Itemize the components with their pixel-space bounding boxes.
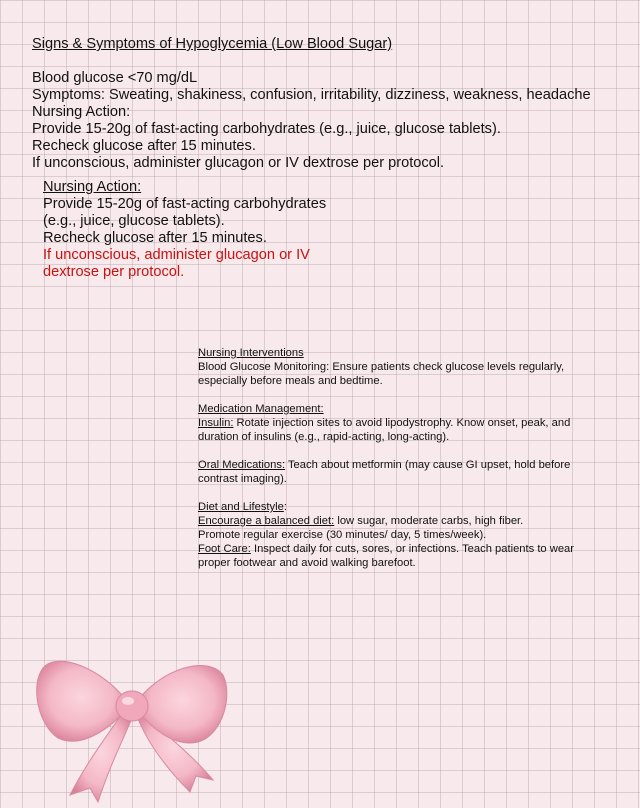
insulin-line [198, 416, 618, 430]
text-line: Symptoms: Sweating, shakiness, confusion, irritability, dizziness, weakness, headache [32, 87, 591, 103]
text-line: (e.g., juice, glucose tablets). [43, 213, 225, 229]
text-line: If unconscious, administer glucagon or IV dextrose per protocol. [32, 155, 445, 171]
foot-label: Foot Care: [198, 543, 251, 555]
text-line: Blood Glucose Monitoring: Ensure patients check glucose levels regularly, [198, 361, 565, 373]
insulin-text: Rotate injection sites to avoid lipodystrophy. Know onset, peak, and [233, 417, 571, 429]
diet-text: low sugar, moderate carbs, high fiber. [334, 515, 524, 527]
nursing-interventions-section [198, 346, 618, 570]
diet-heading-line [198, 500, 618, 514]
nursing-action-section [43, 179, 353, 281]
diet-colon: : [283, 501, 287, 513]
text-line: proper footwear and avoid walking barefoot. [198, 557, 416, 569]
oral-text: Teach about metformin (may cause GI upset, hold before [285, 459, 571, 471]
text-line: duration of insulins (e.g., rapid-acting, long-acting). [198, 431, 450, 443]
insulin-label: Insulin: [198, 417, 234, 429]
pink-bow-icon [28, 630, 233, 805]
oral-line [198, 458, 618, 472]
section-title: Signs & Symptoms of Hypoglycemia (Low Blood Sugar) [32, 36, 393, 52]
foot-line [198, 542, 618, 556]
text-line: Recheck glucose after 15 minutes. [43, 230, 267, 246]
text-line: Blood glucose <70 mg/dL [32, 70, 198, 86]
exercise-line: Promote regular exercise (30 minutes/ day, 5 times/week). [198, 529, 487, 541]
warning-line: If unconscious, administer glucagon or IV [43, 247, 310, 263]
diet-line [198, 514, 618, 528]
diet-heading: Diet and Lifestyle [198, 501, 284, 513]
hypoglycemia-section [32, 36, 632, 172]
text-line: Recheck glucose after 15 minutes. [32, 138, 256, 154]
text-line: Nursing Action: [32, 104, 131, 120]
text-line: especially before meals and bedtime. [198, 375, 383, 387]
interventions-heading: Nursing Interventions [198, 347, 304, 359]
text-line: contrast imaging). [198, 473, 287, 485]
foot-text: Inspect daily for cuts, sores, or infections. Teach patients to wear [250, 543, 575, 555]
medication-heading: Medication Management: [198, 403, 324, 415]
warning-line: dextrose per protocol. [43, 264, 185, 280]
text-line: Provide 15-20g of fast-acting carbohydrates [43, 196, 327, 212]
text-line: Provide 15-20g of fast-acting carbohydrates (e.g., juice, glucose tablets). [32, 121, 501, 137]
diet-label: Encourage a balanced diet: [198, 515, 335, 527]
nursing-action-heading: Nursing Action: [43, 179, 142, 195]
oral-label: Oral Medications: [198, 459, 286, 471]
